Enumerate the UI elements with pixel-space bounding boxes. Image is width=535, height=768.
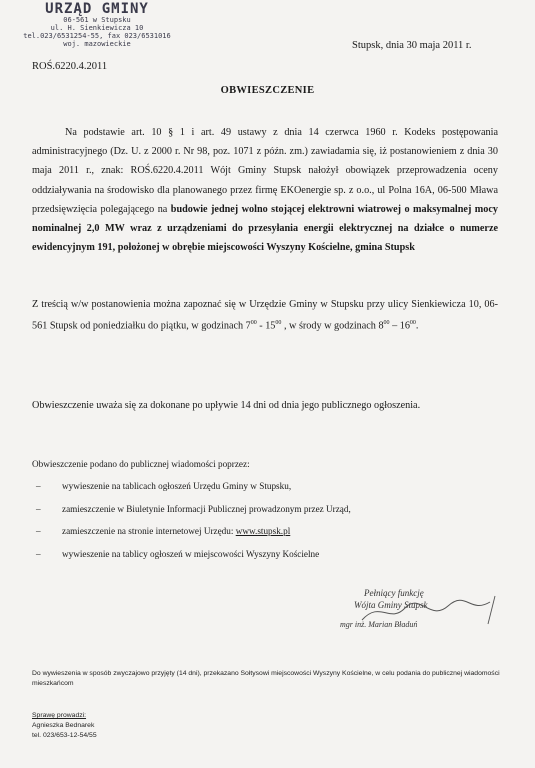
dash-marker: – <box>36 503 41 514</box>
inspection-text: , w środy w godzinach 8 <box>281 320 384 332</box>
list-item-text: wywieszenie na tablicach ogłoszeń Urzędu Gminy w Stupsku, <box>62 481 292 491</box>
list-item <box>32 523 498 546</box>
document-title: OBWIESZCZENIE <box>220 85 315 96</box>
list-item-text: zamieszczenie w Biuletynie Informacji Publicznej prowadzonym przez Urząd, <box>62 503 351 514</box>
list-item <box>32 501 498 524</box>
inspection-paragraph <box>32 295 498 336</box>
list-item <box>32 478 498 501</box>
handwritten-signature <box>350 594 500 628</box>
hour-minutes: 00 <box>275 320 282 327</box>
reference-number: ROŚ.6220.4.2011 <box>32 61 108 72</box>
stamp-line: woj. mazowieckie <box>63 40 131 48</box>
dash-marker: – <box>36 548 41 559</box>
list-intro: Obwieszczenie podano do publicznej wiadomości poprzez: <box>32 459 250 469</box>
list-item-text: wywieszenie na tablicy ogłoszeń w miejscowości Wyszyny Kościelne <box>62 548 320 559</box>
signature-name: mgr inż. Marian Bładuń <box>340 620 418 629</box>
project-description: budowie jednej wolno stojącej elektrowni wiatrowej o maksymalnej mocy nominalnej 2,0 MW wraz z urządzeniami do przesyłania energii elektrycznej na działce o numerze ewidencyjnym 191, położonej w obrębie miejscowości Wyszyny Kościelne, gmina Stupsk <box>32 203 498 254</box>
dash-marker: – <box>36 526 41 536</box>
list-item-text: zamieszczenie na stronie internetowej Urzędu: <box>62 526 236 536</box>
hour-minutes: 00 <box>250 320 257 327</box>
prepared-phone: tel. 023/653-12-54/55 <box>32 732 97 739</box>
prepared-by <box>32 711 97 741</box>
paragraph-text: Na podstawie art. 10 § 1 i art. 49 ustawy z dnia 14 czerwca 1960 r. Kodeks postępowania administracyjnego (Dz. U. z 2000 r. Nr 98, poz. 1071 z późn. zm.) zawiadamia się, iż postanowieniem z dnia 30 maja 2011 r., znak: ROŚ.6220.4.2011 Wójt Gminy Stupsk nałożył obowiązek przeprowadzenia oceny oddziaływania na środowisko dla planowanego przez firmę EKOenergie sp. z o.o., ul Polna 16A, 06-500 Mława przedsięwzięcia polegającego na <box>32 127 498 215</box>
prepared-name: Agnieszka Bednarek <box>32 722 95 729</box>
signature-block <box>340 588 500 629</box>
footnote: Do wywieszenia w sposób zwyczajowo przyjęty (14 dni), przekazano Sołtysowi miejscowości Wyszyny Kościelne, w celu podania do publicznej wiadomości mieszkańcom <box>32 670 500 687</box>
inspection-text: . <box>415 320 419 332</box>
inspection-text: – 16 <box>389 320 410 332</box>
dash-marker: – <box>36 481 41 491</box>
website-link[interactable]: www.stupsk.pl <box>235 526 291 536</box>
inspection-text: Z treścią w/w postanowienia można zapoznać się w Urzędzie Gminy w Stupsku przy ulicy Sienkiewicza 10, 06-561 Stupsk od poniedziałku do piątku, w godzinach 7 <box>32 299 498 332</box>
stamp-line: tel.023/6531254-55, fax 023/6531016 <box>23 32 171 40</box>
inspection-text: - 15 <box>256 320 276 332</box>
prepared-label: Sprawę prowadzi: <box>32 712 87 719</box>
stamp-line: ul. H. Sienkiewicza 10 <box>50 24 144 32</box>
stamp-line: 06-561 w Stupsku <box>63 16 131 24</box>
stamp-title: URZĄD GMINY <box>45 1 149 17</box>
list-item <box>32 546 498 569</box>
notice-paragraph: Obwieszczenie uważa się za dokonane po upływie 14 dni od dnia jego publicznego ogłoszenia. <box>32 400 421 411</box>
signature-title: Wójta Gminy Stupsk <box>354 600 428 610</box>
main-paragraph <box>32 123 498 257</box>
publication-list <box>32 478 498 568</box>
office-stamp <box>22 2 172 48</box>
hour-minutes: 00 <box>409 320 416 327</box>
signature-role: Pełniący funkcję <box>364 588 424 598</box>
hour-minutes: 00 <box>383 320 390 327</box>
document-date: Stupsk, dnia 30 maja 2011 r. <box>352 40 472 51</box>
